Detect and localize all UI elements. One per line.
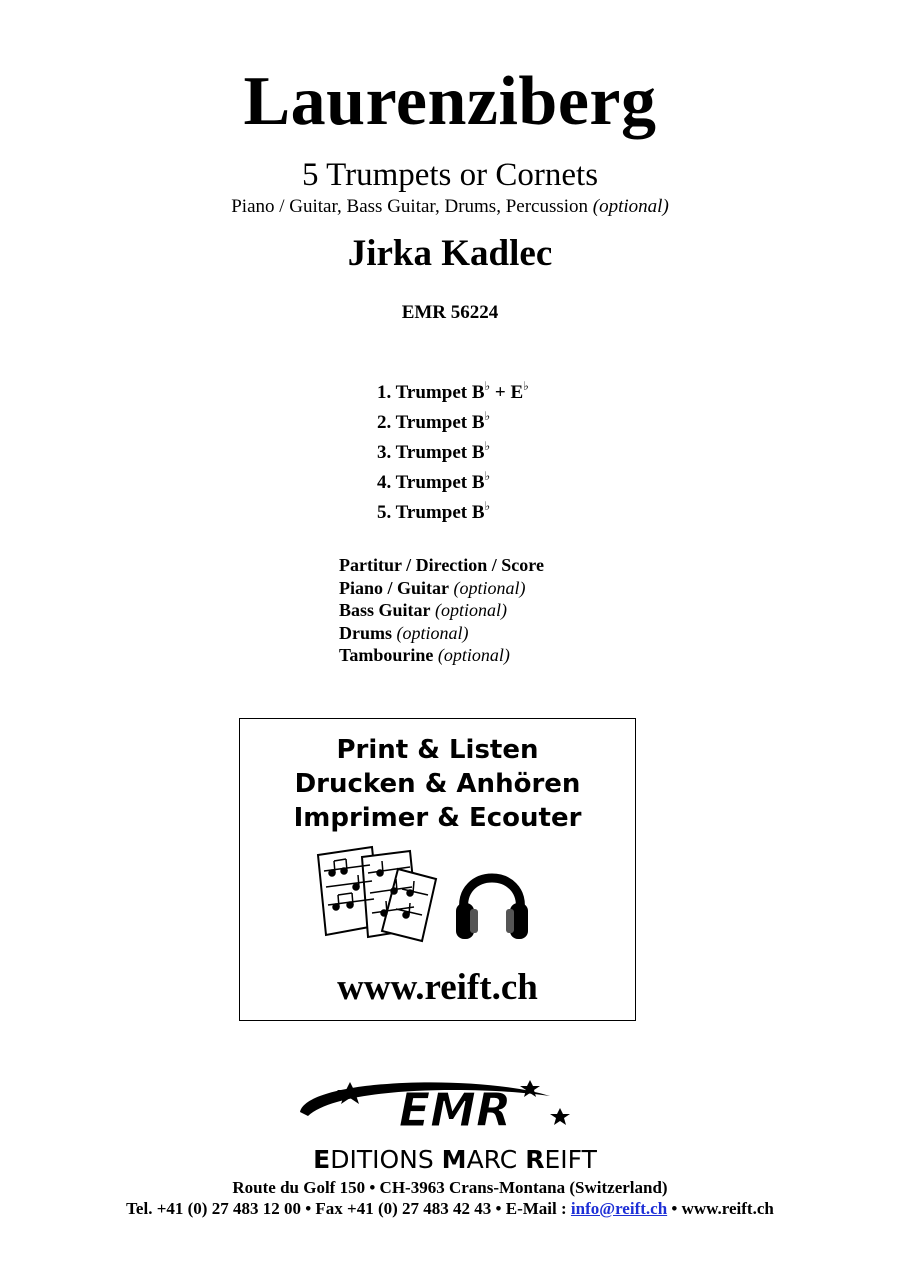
subtitle: 5 Trumpets or Cornets <box>301 157 599 193</box>
promo-line-1: Print & Listen <box>336 735 539 765</box>
extra-note: (optional) <box>435 600 508 621</box>
extra-item <box>339 554 544 577</box>
extra-label: Partitur / Direction / Score <box>339 555 544 575</box>
parts-list <box>377 378 529 528</box>
promo-website: www.reift.ch <box>337 967 538 1008</box>
flat-sign: ♭ <box>484 469 491 483</box>
extra-item <box>339 622 544 645</box>
flat-sign: ♭ <box>484 379 491 393</box>
flat-sign: ♭ <box>523 379 529 393</box>
emr-logo <box>230 1074 680 1174</box>
extras-list <box>339 554 544 667</box>
part-item <box>377 408 529 438</box>
part-extra: + E <box>490 382 524 403</box>
publisher-name: EDITIONS MARC REIFT <box>313 1145 597 1174</box>
extra-item <box>339 577 544 600</box>
instrumentation-text: Piano / Guitar, Bass Guitar, Drums, Percussion <box>231 196 589 217</box>
part-label: 2. Trumpet B <box>377 412 485 433</box>
promo-line-3: Imprimer & Ecouter <box>293 803 582 833</box>
flat-sign: ♭ <box>484 439 491 453</box>
instrumentation-line <box>0 196 900 218</box>
extra-label: Tambourine <box>339 645 434 666</box>
publisher-address: Route du Golf 150 • CH-3963 Crans-Montana (Switzerland) <box>232 1178 668 1197</box>
publisher-contact <box>0 1199 900 1219</box>
extra-label: Drums <box>339 622 392 643</box>
sheet-music-icon <box>310 845 445 945</box>
part-item <box>377 378 529 408</box>
composer-name: Jirka Kadlec <box>347 233 553 274</box>
extra-item <box>339 599 544 622</box>
part-label: 4. Trumpet B <box>377 472 485 493</box>
promo-line-2: Drucken & Anhören <box>294 769 581 799</box>
contact-suffix: • www.reift.ch <box>667 1199 774 1218</box>
extra-label: Bass Guitar <box>339 600 431 621</box>
contact-prefix: Tel. +41 (0) 27 483 12 00 • Fax +41 (0) 27 483 42 43 • E-Mail : <box>126 1199 571 1218</box>
part-item <box>377 468 529 498</box>
part-label: 1. Trumpet B <box>377 382 485 403</box>
logo-text: EMR <box>398 1083 512 1137</box>
extra-note: (optional) <box>437 645 510 666</box>
part-item <box>377 438 529 468</box>
extra-note: (optional) <box>453 577 526 598</box>
extra-note: (optional) <box>396 622 469 643</box>
instrumentation-optional: (optional) <box>592 196 669 217</box>
page-title: Laurenziberg <box>243 63 657 140</box>
email-link[interactable]: info@reift.ch <box>570 1199 668 1218</box>
part-label: 3. Trumpet B <box>377 442 485 463</box>
flat-sign: ♭ <box>484 409 491 423</box>
flat-sign: ♭ <box>484 499 491 513</box>
extra-label: Piano / Guitar <box>339 577 450 598</box>
extra-item <box>339 644 544 667</box>
catalog-code: EMR 56224 <box>401 302 499 323</box>
part-label: 5. Trumpet B <box>377 502 485 523</box>
part-item <box>377 498 529 528</box>
print-listen-box <box>239 718 636 1021</box>
headphones-icon <box>452 859 532 947</box>
